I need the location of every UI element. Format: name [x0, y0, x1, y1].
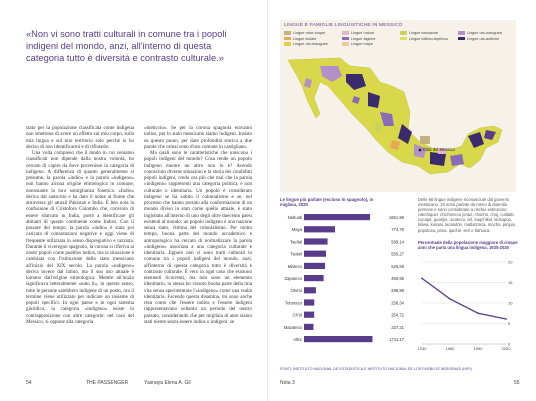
legend-item	[284, 31, 325, 35]
bar	[304, 226, 335, 232]
bar	[304, 324, 313, 330]
bar	[304, 251, 326, 257]
legend-item	[458, 37, 499, 41]
city-label: Città del Messico	[423, 147, 455, 152]
line-chart-title: Percentuale della popolazione maggiore di cinque anni che parla una lingua indigena, 1930-2020	[418, 240, 518, 251]
bar-value-label: 526,59	[391, 263, 404, 269]
legend-label: Lingue isolate	[293, 36, 317, 41]
legend-swatch	[458, 31, 465, 35]
legend-label: Lingue oto-manguea	[467, 31, 502, 35]
author-name: Yasnaya Elena A. Gil	[144, 380, 191, 386]
bar-value-label: 298,86	[391, 288, 404, 294]
bar-value-label: 256,34	[391, 300, 404, 306]
bar	[304, 299, 314, 305]
city-marker	[419, 149, 422, 152]
x-tick-label: 1930	[418, 346, 427, 351]
bar	[304, 263, 325, 269]
bar-category-label: Maya	[291, 227, 302, 233]
page-number-left: 54	[26, 380, 32, 386]
data-point	[421, 278, 423, 280]
legend-swatch	[342, 31, 349, 35]
bar-value-label: 490,85	[391, 276, 404, 281]
language-map	[280, 20, 516, 192]
series-line	[422, 278, 506, 319]
legend-swatch	[284, 31, 291, 35]
legend-label: Lingue mixe-zoque	[293, 31, 326, 35]
legend-item	[400, 31, 438, 35]
legend-item	[400, 37, 448, 41]
right-page	[268, 0, 536, 401]
bar-category-label: Altre	[293, 337, 302, 342]
bar	[304, 287, 316, 293]
legend-swatch	[284, 37, 291, 41]
y-tick-label: 10	[508, 300, 513, 306]
map-title: LINGUE E FAMIGLIE LINGUISTICHE IN MESSICO	[284, 23, 403, 28]
side-note: Delle 68 lingue indigene riconosciute dal governo messicano, 23 sono parlate da meno di duemila persone e sono considerate a rischio estinzione: cakchiquel, chichimeco jonaz, chocho, chuj, cuitlatk, cucapá, guarijio, ixcateco, ixil, kaqchikel, kickapoo, kiliwa, kumiai, lacandón, matlatzinca, mocho, pa'ipai, popoloca, pima, quiché, seri e tlahuica.	[418, 197, 516, 233]
legend-label: Lingue uto-aztèche	[467, 36, 500, 41]
bar-category-label: Mixteco	[287, 263, 302, 269]
bar-category-label: Nahuatl	[287, 215, 302, 220]
bar-category-label: Ch'ol	[292, 312, 302, 318]
data-point	[449, 298, 451, 300]
legend-label: Lingue maya	[351, 42, 373, 47]
legend-label: Lingue algiche	[351, 36, 376, 41]
y-tick-label: 20	[508, 259, 513, 265]
legend-label: Lingue hokan	[351, 31, 374, 35]
x-tick-label: 1990	[473, 346, 483, 351]
bar	[304, 275, 324, 281]
bar	[304, 336, 372, 342]
bar-value-label: 254,72	[391, 312, 404, 318]
paragraph: Ma quali sono le caratteristiche che uniscono i popoli indigeni del mondo? Cosa rende un popolo indigeno mentre un altro non lo è? Avendo conosciuto diverse situazioni e la storia dei condiditti popoli indigeni, credo ora più che mai che la parola «indigeno» rappresenti una categoria politica, e non culturale o identitaria. Un popolo è considerato indigeno se ha subito il colonialismo e se, nel processo che hanno portato alla conformazione di un mondo diviso in stati come quello attuale, è stato inglobato all'interno di uno degli oltre duecento paesi esistenti al mondo: un popolo indigeno è una nazione senza stato, vittima del colonialismo. Per molto tempo, buona parte del mondo accademico e antropologico ha cercato di normalizzare la parola «indigeno» associata a una categoria culturale e identitaria. Eppure non vi sono tratti culturali in comune tra i popoli indigeni del mondo, anzi, all'interno di questa categoria tutto è diversità e contrasto culturale. È vero in ogni caso che esistono elementi ricorrenti, ma non sono un elemento identitario, io stessa ho vissuto buona parte della mia vita senza sperimentare l'«indigeno» come una realtà identitaria. Facendo questa disamina, mi sono anche resa conto che l'essere indios e l'essere indigeni rappresentavano soltanto un periodo del nostro passato, considerando che per migliaia di anni siamo stati niente senza essere indios o indigeni: se	[144, 150, 252, 325]
bar-chart	[280, 210, 408, 356]
line-chart	[418, 258, 518, 356]
data-point	[505, 318, 507, 320]
text-column-2	[144, 125, 252, 365]
bar-category-label: Zapoteco	[284, 276, 302, 281]
mexico-land	[288, 58, 502, 174]
legend-swatch	[458, 37, 465, 41]
legend-swatch	[342, 37, 349, 41]
x-tick-label: 1960	[445, 346, 455, 351]
bar-category-label: Tseltal	[290, 239, 302, 245]
text-column-1	[26, 125, 134, 365]
legend-swatch	[342, 42, 349, 46]
legend-swatch	[284, 42, 291, 46]
bar	[304, 214, 370, 220]
paragraph: «meticcio». Se per la corona spagnola eravamo indios, per lo stato messicano siamo indigeni. Insisto su questo punto, per dare profondità storica a due parole che ormai sono d'uso comune in castigliano.	[144, 125, 252, 150]
bar-value-label: 550,27	[391, 251, 404, 257]
bar-value-label: 1651,96	[388, 215, 404, 220]
legend-swatch	[400, 31, 407, 35]
bar-category-label: Tsotsil	[290, 251, 302, 257]
paragraph: Una volta compreso che il modo in cui veniamo classificati non dipende dalla nostra volontà, ho cercato di capire da dove provenisse la categoria di indigeno. A differenza di quanto generalmente si presume, la parola «indio» e la parola «indigeno» non hanno alcuna origine etimologica in comune, nonostante la loro somiglianza fonetica. «Indio» deriva dal sanscrito e ha dato il nome al fiume che attraversa gli attuali Pakistan e India. È ben nota la confusione di Cristoforo Colombo che, convinto di essere sbarcato in India, portò a identificare gli abitanti di questo continente come Indios. Con il passare del tempo, la parola «indio» è stata poi caricata di connotazioni negative e oggi viene di frequente utilizzata in senso dispregiativo e razzista. Durante il viceregno spagnolo, la corona si riferiva ai nostri popoli come pueblos indios, ma la situazione è cambiata con l'istituzione dello stato messicano all'inizio del XIX secolo. La parola «indigeno» deriva invece dal latino, ma il suo uso attuale è lontano dall'origine etimologica. Mentre all'inizio significava letteralmente «nato lì», in questo senso, tutte le persone sarebbero indigene di un posto, ora il termine viene utilizzato per indicare un insieme di popoli specifici. In ogni paese e in ogni sistema giuridico, la categoria «indigeno» esiste in contrapposizione con altre categorie: nel caso del Messico, si oppone alla categoria	[26, 150, 134, 325]
bar-category-label: Totonaco	[285, 300, 302, 306]
bar-value-label: 774,76	[391, 227, 404, 233]
page-number-right: 55	[514, 380, 520, 386]
bar-value-label: 237,21	[391, 324, 404, 330]
legend-item	[342, 31, 374, 35]
legend-item	[458, 31, 502, 35]
legend-label: Lingue tolteco-tepehua	[409, 36, 448, 41]
data-point	[477, 312, 479, 314]
x-tick-label: 2020	[501, 346, 511, 351]
y-tick-label: 15	[508, 279, 513, 285]
legend-label: Lingue oto-manguee	[293, 42, 328, 47]
legend-label: Lingue totonache	[409, 31, 439, 35]
paragraph: stato per la popolazione classificata come indigena non smettono di avere un effetto sul mio corpo, sulla mia lingua e sul mio territorio solo perché io ho deciso di non identificarmi e di rifiutarle.	[26, 125, 134, 150]
bar-category-label: Mazateco	[283, 324, 302, 330]
source-note: FONTI: INSTITUTO NACIONAL DE ESTADÍSTICA E INSTITUTO NACIONAL DE LOS PUEBLOS INDÍGENAS (INPI)	[280, 367, 472, 371]
legend-swatch	[400, 37, 407, 41]
legend-item	[284, 37, 316, 41]
bar-value-label: 1711,17	[389, 337, 404, 342]
publication-name: THE PASSENGER	[86, 380, 129, 386]
legend-item	[342, 42, 373, 46]
y-tick-label: 5	[508, 320, 511, 326]
bar-category-label: Otomí	[290, 288, 302, 294]
legend-item	[342, 37, 376, 41]
y-tick-label: 0	[508, 341, 511, 347]
legend-item	[284, 42, 328, 46]
bar-chart-title: Le lingue più parlate (escluso lo spagnolo), in migliaia, 2020	[280, 197, 374, 208]
pull-quote: «Non vi sono tratti culturali in comune tra i popoli indigeni del mondo, anzi, all'interno di questa categoria tutto è diversità e contrasto culturale.»	[26, 29, 227, 64]
mexico-map	[280, 52, 516, 192]
section-title: Nota 3	[280, 380, 295, 386]
bar	[304, 238, 328, 244]
bar-value-label: 589,14	[391, 239, 404, 245]
bar	[304, 312, 314, 318]
